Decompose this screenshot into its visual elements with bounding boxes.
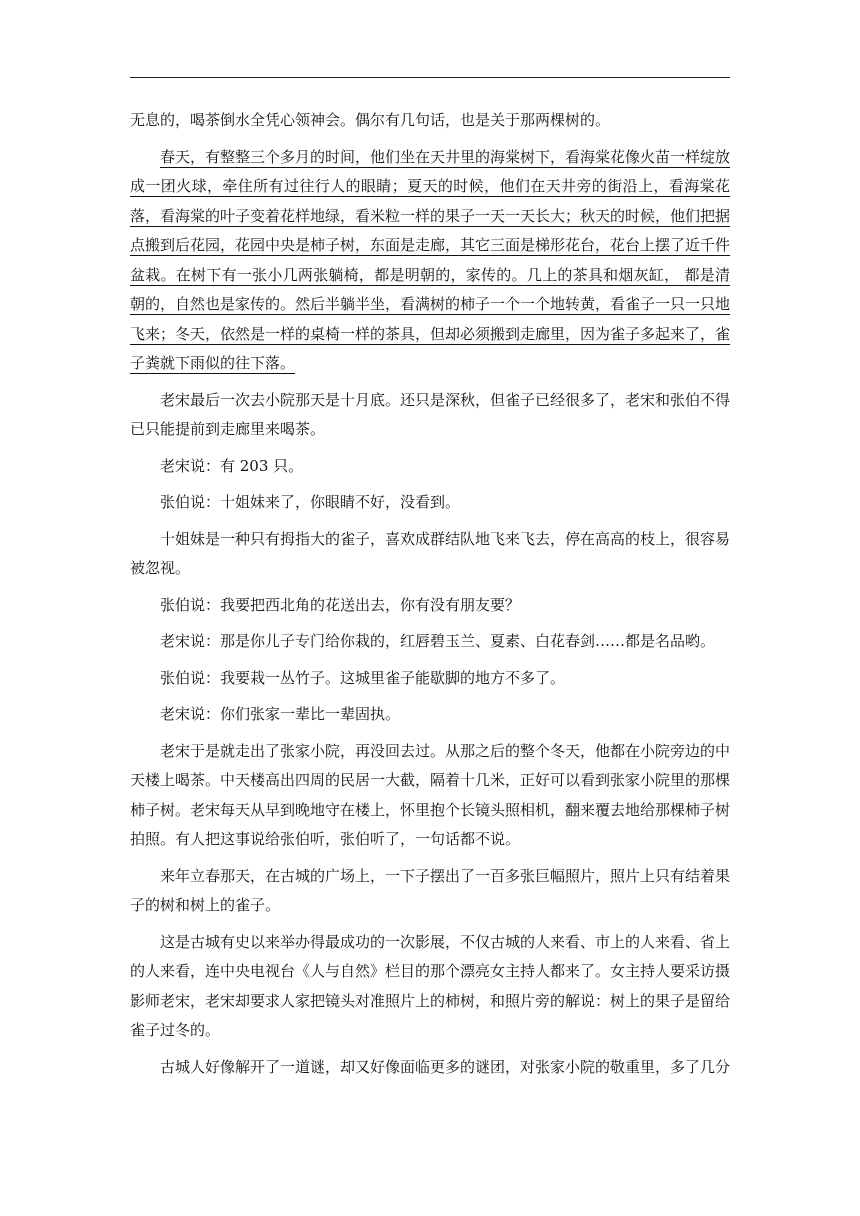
paragraph-1: 无息的，喝茶倒水全凭心领神会。偶尔有几句话，也是关于那两棵树的。 bbox=[130, 111, 611, 129]
paragraph-5: 张伯说：十姐妹来了，你眼睛不好，没看到。 bbox=[160, 493, 461, 511]
paragraph-3: 老宋最后一次去小院那天是十月底。还只是深秋，但雀子已经很多了，老宋和张伯不得已只能提前到走廊里来喝茶。 bbox=[130, 390, 731, 438]
paragraph-13: 这是古城有史以来举办得最成功的一次影展，不仅古城的人来看、市上的人来看、省上的人来看，连中央电视台《人与自然》栏目的那个漂亮女主持人都来了。女主持人要采访摄影师老宋，老宋却要求人家把镜头对准照片上的柿树，和照片旁的解说：树上的果子是留给雀子过冬的。 bbox=[130, 932, 731, 1039]
paragraph-6: 十姐妹是一种只有拇指大的雀子，喜欢成群结队地飞来飞去，停在高高的枝上，很容易被忽视。 bbox=[130, 529, 731, 577]
paragraph-2-underlined bbox=[130, 143, 730, 379]
paragraph-11: 老宋于是就走出了张家小院，再没回去过。从那之后的整个冬天，他都在小院旁边的中天楼上喝茶。中天楼高出四周的民居一大截，隔着十几米，正好可以看到张家小院里的那棵柿子树。老宋每天从早到晚地守在楼上，怀里抱个长镜头照相机，翻来覆去地给那棵柿子树拍照。有人把这事说给张伯听，张伯听了，一句话都不说。 bbox=[130, 741, 731, 848]
paragraph-9: 张伯说：我要栽一丛竹子。这城里雀子能歇脚的地方不多了。 bbox=[160, 668, 566, 687]
article-body bbox=[130, 106, 730, 1089]
header-rule bbox=[130, 77, 730, 78]
paragraph-8: 老宋说：那是你儿子专门给你栽的，红唇碧玉兰、夏素、白花春剑……都是名品哟。 bbox=[160, 632, 716, 650]
paragraph-7: 张伯说：我要把西北角的花送出去，你有没有朋友要？ bbox=[160, 595, 521, 614]
paragraph-12: 来年立春那天，在古城的广场上，一下子摆出了一百多张巨幅照片，照片上只有结着果子的树和树上的雀子。 bbox=[130, 866, 731, 914]
paragraph-10: 老宋说：你们张家一辈比一辈固执。 bbox=[160, 705, 401, 723]
underlined-passage: 春天，有整整三个多月的时间，他们坐在天井里的海棠树下，看海棠花像火苗一样绽放成一团火球，牵住所有过往行人的眼睛；夏天的时候，他们在天井旁的街沿上，看海棠花落，看海棠的叶子变着花样地绿，看米粒一样的果子一天一天长大；秋天的时候，他们把据点搬到后花园，花园中央是柿子树，东面是走廊，其它三面是梯形花台，花台上摆了近千件盆栽。在树下有一张小几两张躺椅，都是明朝的，家传的。几上的茶具和烟灰缸， 都是清朝的，自然也是家传的。然后半躺半坐，看满树的柿子一个一个地转黄，看雀子一只一只地飞来；冬天，依然是一样的桌椅一样的茶具，但却必须搬到走廊里，因为雀子多起来了，雀子粪就下雨似的往下落。 bbox=[130, 147, 731, 372]
paragraph-4: 老宋说：有 203 只。 bbox=[160, 456, 304, 475]
paragraph-14: 古城人好像解开了一道谜，却又好像面临更多的谜团，对张家小院的敬重里，多了几分 bbox=[160, 1057, 731, 1076]
